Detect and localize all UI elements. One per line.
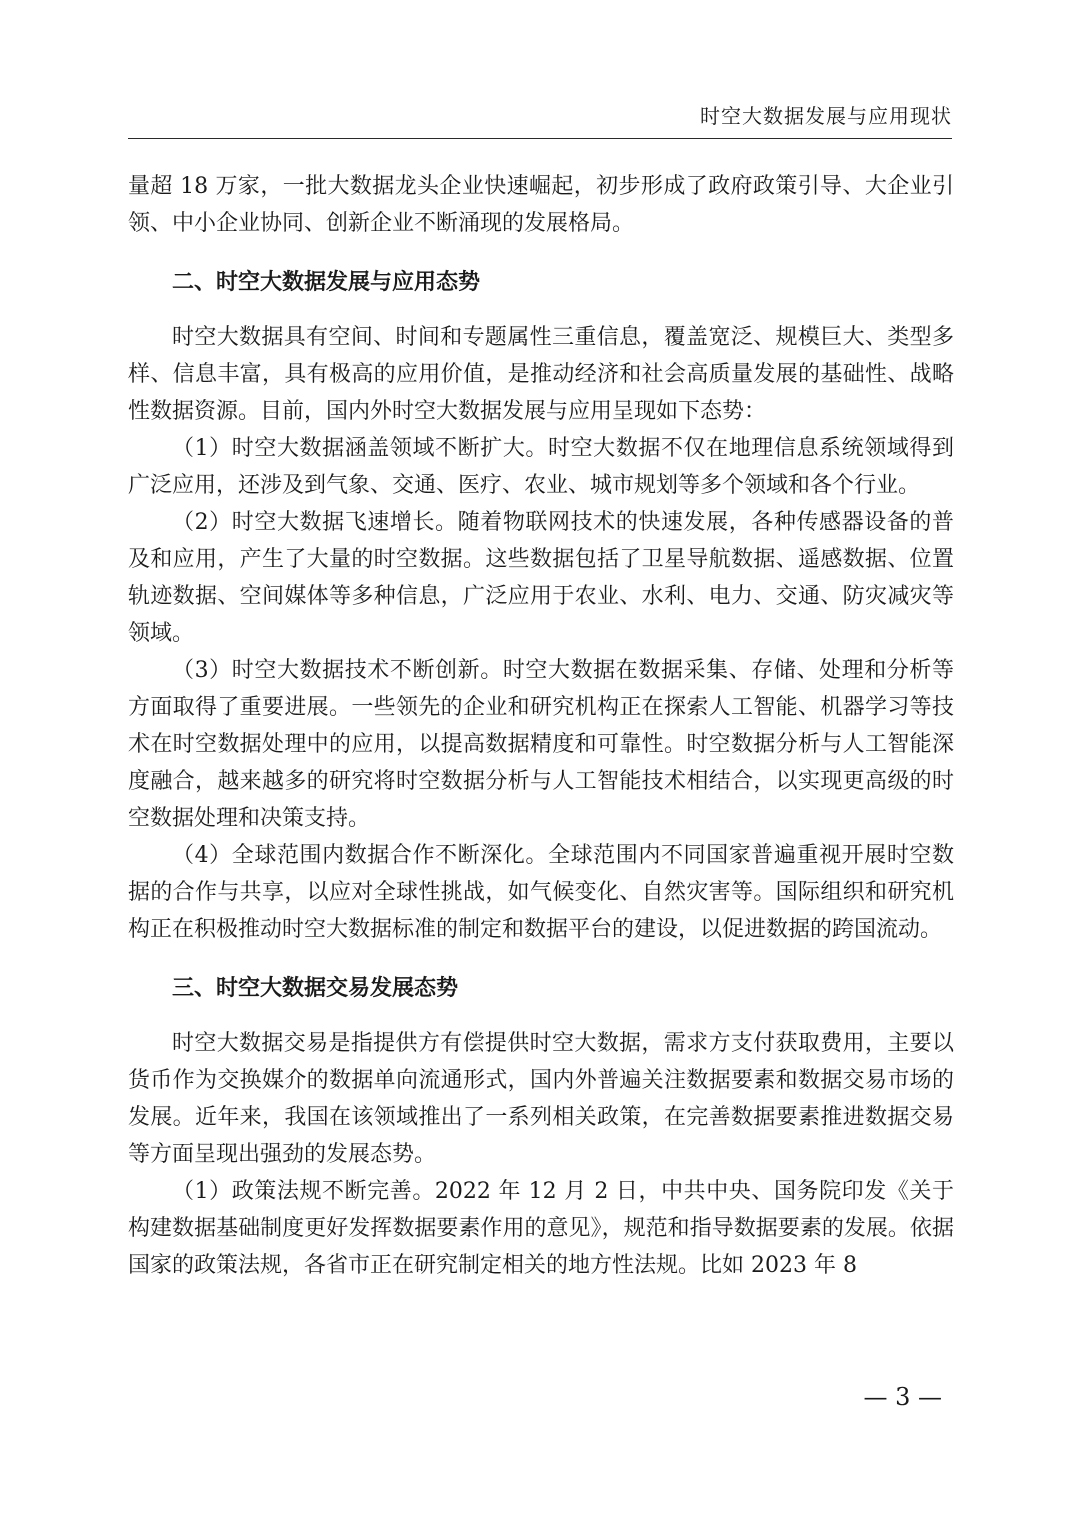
running-header [128,98,952,139]
running-title: 时空大数据发展与应用现状 [700,104,952,128]
paragraph-trading-1: （1）政策法规不断完善。2022 年 12 月 2 日，中共中央、国务院印发《关于构建数据基础制度更好发挥数据要素作用的意见》，规范和指导数据要素的发展。依据国家的政策法规，各省市正在研究制定相关的地方性法规。比如 2023 年 8 [128,1179,954,1278]
paragraph-continuation: 量超 18 万家，一批大数据龙头企业快速崛起，初步形成了政府政策引导、大企业引领、中小企业协同、创新企业不断涌现的发展格局。 [128,174,954,236]
document-body [128,168,954,1284]
section-heading-2: 二、时空大数据发展与应用态势 [172,270,481,295]
page-number: — 3 — [863,1383,942,1411]
paragraph-intro-trading: 时空大数据交易是指提供方有偿提供时空大数据，需求方支付获取费用，主要以货币作为交换媒介的数据单向流通形式，国内外普遍关注数据要素和数据交易市场的发展。近年来，我国在该领域推出了一系列相关政策，在完善数据要素推进数据交易等方面呈现出强劲的发展态势。 [128,1031,954,1167]
paragraph-trend-1: （1）时空大数据涵盖领域不断扩大。时空大数据不仅在地理信息系统领域得到广泛应用，还涉及到气象、交通、医疗、农业、城市规划等多个领域和各个行业。 [128,436,954,498]
section-heading-3: 三、时空大数据交易发展态势 [172,976,459,1001]
paragraph-intro-trends: 时空大数据具有空间、时间和专题属性三重信息，覆盖宽泛、规模巨大、类型多样、信息丰富，具有极高的应用价值，是推动经济和社会高质量发展的基础性、战略性数据资源。目前，国内外时空大数据发展与应用呈现如下态势： [128,325,954,424]
paragraph-trend-4: （4）全球范围内数据合作不断深化。全球范围内不同国家普遍重视开展时空数据的合作与共享，以应对全球性挑战，如气候变化、自然灾害等。国际组织和研究机构正在积极推动时空大数据标准的制定和数据平台的建设，以促进数据的跨国流动。 [128,843,954,942]
paragraph-trend-2: （2）时空大数据飞速增长。随着物联网技术的快速发展，各种传感器设备的普及和应用，产生了大量的时空数据。这些数据包括了卫星导航数据、遥感数据、位置轨迹数据、空间媒体等多种信息，广泛应用于农业、水利、电力、交通、防灾减灾等领域。 [128,510,954,646]
paragraph-trend-3: （3）时空大数据技术不断创新。时空大数据在数据采集、存储、处理和分析等方面取得了重要进展。一些领先的企业和研究机构正在探索人工智能、机器学习等技术在时空数据处理中的应用，以提高数据精度和可靠性。时空数据分析与人工智能深度融合，越来越多的研究将时空数据分析与人工智能技术相结合，以实现更高级的时空数据处理和决策支持。 [128,658,954,831]
